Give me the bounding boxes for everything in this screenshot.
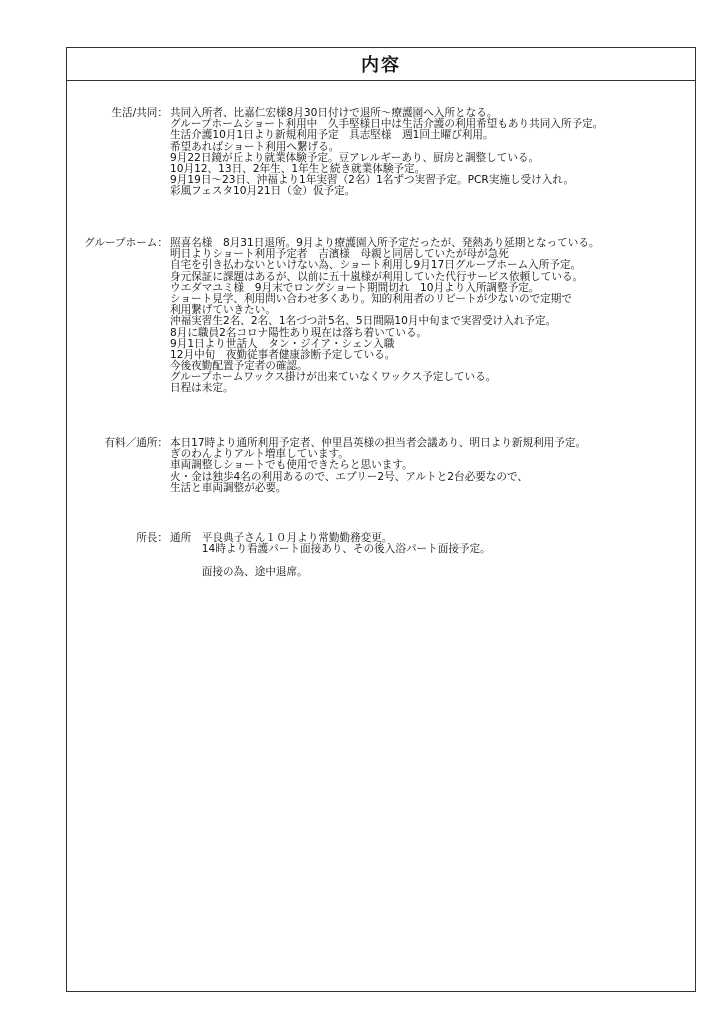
section-lines [170, 238, 600, 395]
section-lines [170, 533, 491, 578]
text-line: グループホームショート利用中 久手堅様日中は生活介護の利用希望もあり共同入所予定。 [170, 118, 604, 131]
text-line: 9月1日より世話人 タン・ジイア・シェン入職 [170, 337, 395, 350]
text-line: ぎのわんよりアルト増車しています。 [170, 448, 349, 461]
text-line: 身元保証に課題はあるが、以前に五十嵐様が利用していた代行サービス依頼している。 [170, 270, 584, 283]
text-line: ウエダマユミ様 9月末でロングショート期間切れ 10月より入所調整予定。 [170, 281, 540, 294]
text-line: 希望あればショート利用へ繋げる。 [170, 140, 340, 153]
text-line: 9月22日鏡が丘より就業体験予定。豆アレルギーあり、厨房と調整している。 [170, 151, 540, 164]
text-line: 明日よりショート利用予定者 吉濱様 母親と同居していたが母が急死 [170, 248, 509, 261]
text-line: 自宅を引き払わないといけない為、ショート利用し9月17日グループホーム入所予定。 [170, 259, 582, 272]
text-line: グループホームワックス掛けが出来ていなくワックス予定している。 [170, 371, 497, 384]
section-lines [170, 108, 603, 198]
section-label: グループホーム： [84, 237, 168, 249]
blank-line [170, 555, 491, 566]
header-title: 内容 [67, 48, 695, 81]
text-line: 共同入所者、比嘉仁宏様8月30日付けで退所～療護園へ入所となる。 [170, 107, 498, 119]
section-label: 所長： [136, 532, 168, 544]
text-line: 9月19日～23日、沖福より1年実習（2名）1名ずつ実習予定。PCR実施し受け入れ。 [170, 174, 575, 187]
text-line: ショート見学、利用問い合わせ多くあり。知的利用者のリピートが少ないので定期で [170, 292, 572, 305]
text-line: 10月12、13日、2年生、1年生と続き就業体験予定。 [170, 162, 426, 175]
text-line: 沖福実習生2名、2名、1名づつ計5名、5日間隔10月中旬まで実習受け入れ予定。 [170, 315, 557, 328]
text-line: 利用繋げていきたい。 [170, 304, 276, 317]
text-line: 12月中旬 夜勤従事者健康診断予定している。 [170, 348, 396, 361]
text-line: 14時より看護パート面接あり、その後入浴パート面接予定。 [170, 543, 491, 556]
text-line: 照喜名様 8月31日退所。9月より療護園入所予定だったが、発熱あり延期となっている。 [170, 237, 600, 249]
text-line: 日程は未定。 [170, 382, 234, 395]
section-lines [170, 438, 586, 494]
text-line: 火・金は独歩4名の利用あるので、エブリー2号、アルトと2台必要なので、 [170, 470, 528, 483]
text-line: 生活介護10月1日より新規利用予定 具志堅様 週1回土曜び利用。 [170, 129, 494, 142]
section-label: 生活/共同： [111, 107, 168, 119]
text-line: 生活と車両調整が必要。 [170, 481, 287, 494]
section-label: 有料／通所： [104, 437, 168, 449]
text-line: 8月に職員2名コロナ陽性あり現在は落ち着いている。 [170, 326, 428, 339]
text-line: 車両調整しショートでも使用できたらと思います。 [170, 459, 413, 472]
text-line: 今後夜勤配置予定者の確認。 [170, 360, 308, 373]
text-line: 彩風フェスタ10月21日（金）仮予定。 [170, 185, 356, 198]
text-line: 本日17時より通所利用予定者、仲里昌英様の担当者会議あり、明日より新規利用予定。 [170, 437, 587, 449]
document-frame [66, 47, 696, 992]
text-line: 面接の為、途中退席。 [170, 565, 308, 578]
text-line: 通所 平良典子さん１０月より常勤勤務変更。 [170, 532, 393, 544]
